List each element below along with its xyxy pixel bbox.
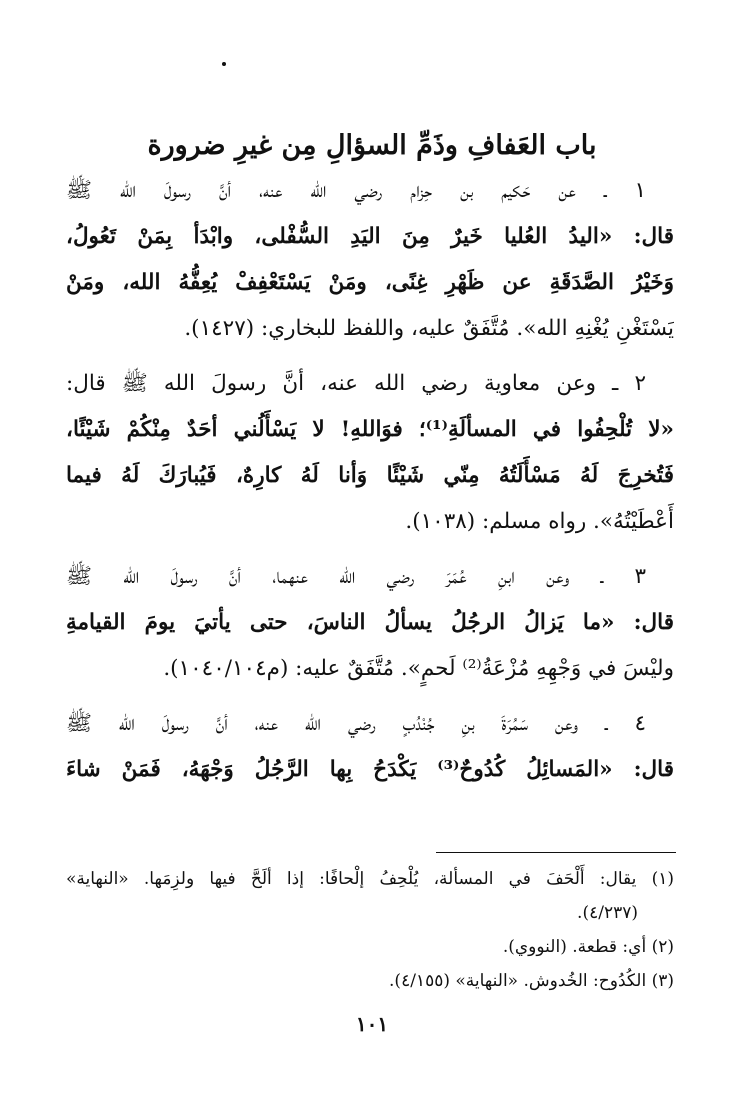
hadith-text [66,168,674,802]
footnote-1 [66,862,674,930]
footnote-line: (٣) الكُدُوح: الخُدوش. «النهاية» (٤/١٥٥). [389,971,674,991]
text-line: وَخَيْرُ الصَّدَقَةِ عن ظَهْرِ غِنًى، ومَنْ يَسْتَعْفِفْ يُعِفُّهُ الله، ومَنْ [66,270,674,295]
footnote-line: (١) يقال: أَلْحَفَ في المسألة، يُلْحِفُ إلْحافًا: إذا ألَحَّ فيها ولزِمَها. «النهاية» [66,869,674,889]
hadith-2 [66,361,674,545]
text-line: وليْسَ في وَجْهِهِ مُزْعَةُ⁽²⁾ لَحمٍ». مُتَّفَقٌ عليه: (م١٠٤٠/١٠٤). [163,656,674,681]
text-line: أَعْطَيْتُهُ». رواه مسلم: (١٠٣٨). [405,509,674,534]
text-line: ٤ ـ وعن سَمُرَةَ بنِ جُنْدُبٍ رضي الله عنه، أنَّ رسولَ الله ﷺ [66,711,646,736]
page-number: ١٠١ [355,1012,389,1036]
hadith-3 [66,554,674,692]
hadith-4 [66,701,674,793]
footnotes [66,862,674,998]
text-line: ٢ ـ وعن معاوية رضي الله عنه، أنَّ رسولَ الله ﷺ قال: [66,371,646,396]
text-line: قال: «اليدُ العُليا خَيرٌ مِنَ اليَدِ السُّفْلى، وابْدَأ بِمَنْ تَعُولُ، [66,224,674,249]
ink-dot [222,62,226,66]
footnote-divider [436,852,676,853]
text-line: يَسْتَغْنِ يُغْنِهِ الله». مُتَّفَقٌ عليه، واللفظ للبخاري: (١٤٢٧). [184,316,674,341]
chapter-heading: باب العَفافِ وذَمِّ السؤالِ مِن غيرِ ضرورة [147,130,597,162]
text-line: ١ ـ عن حَكيم بن حِزام رضي الله عنه، أنَّ رسولَ الله ﷺ [66,178,646,203]
hadith-1 [66,168,674,352]
footnote-2 [66,930,674,964]
text-line: «لا تُلْحِفُوا في المسألَةِ⁽¹⁾؛ فوَاللهِ! لا يَسْأَلُني أحَدٌ مِنْكُمْ شَيْئًا، [66,417,674,442]
text-line: فَتُخرِجَ لَهُ مَسْأَلَتُهُ مِنّي شَيْئًا وَأنا لَهُ كارِهٌ، فَيُبارَكَ لَهُ فيما [66,463,674,488]
text-line: ٣ ـ وعن ابنِ عُمَرَ رضي الله عنهما، أنَّ رسولَ الله ﷺ [66,564,646,589]
footnote-3 [66,964,674,998]
text-line: قال: «ما يَزالُ الرجُلُ يسألُ الناسَ، حتى يأتيَ يومَ القيامةِ [66,610,674,635]
text-line: قال: «المَسائِلُ كُدُوحٌ⁽³⁾ يَكْدَحُ بِها الرَّجُلُ وَجْهَهُ، فَمَنْ شاءَ [66,757,674,782]
footnote-line: (٤/٢٣٧). [577,903,638,923]
footnote-line: (٢) أي: قطعة. (النووي). [502,937,674,957]
